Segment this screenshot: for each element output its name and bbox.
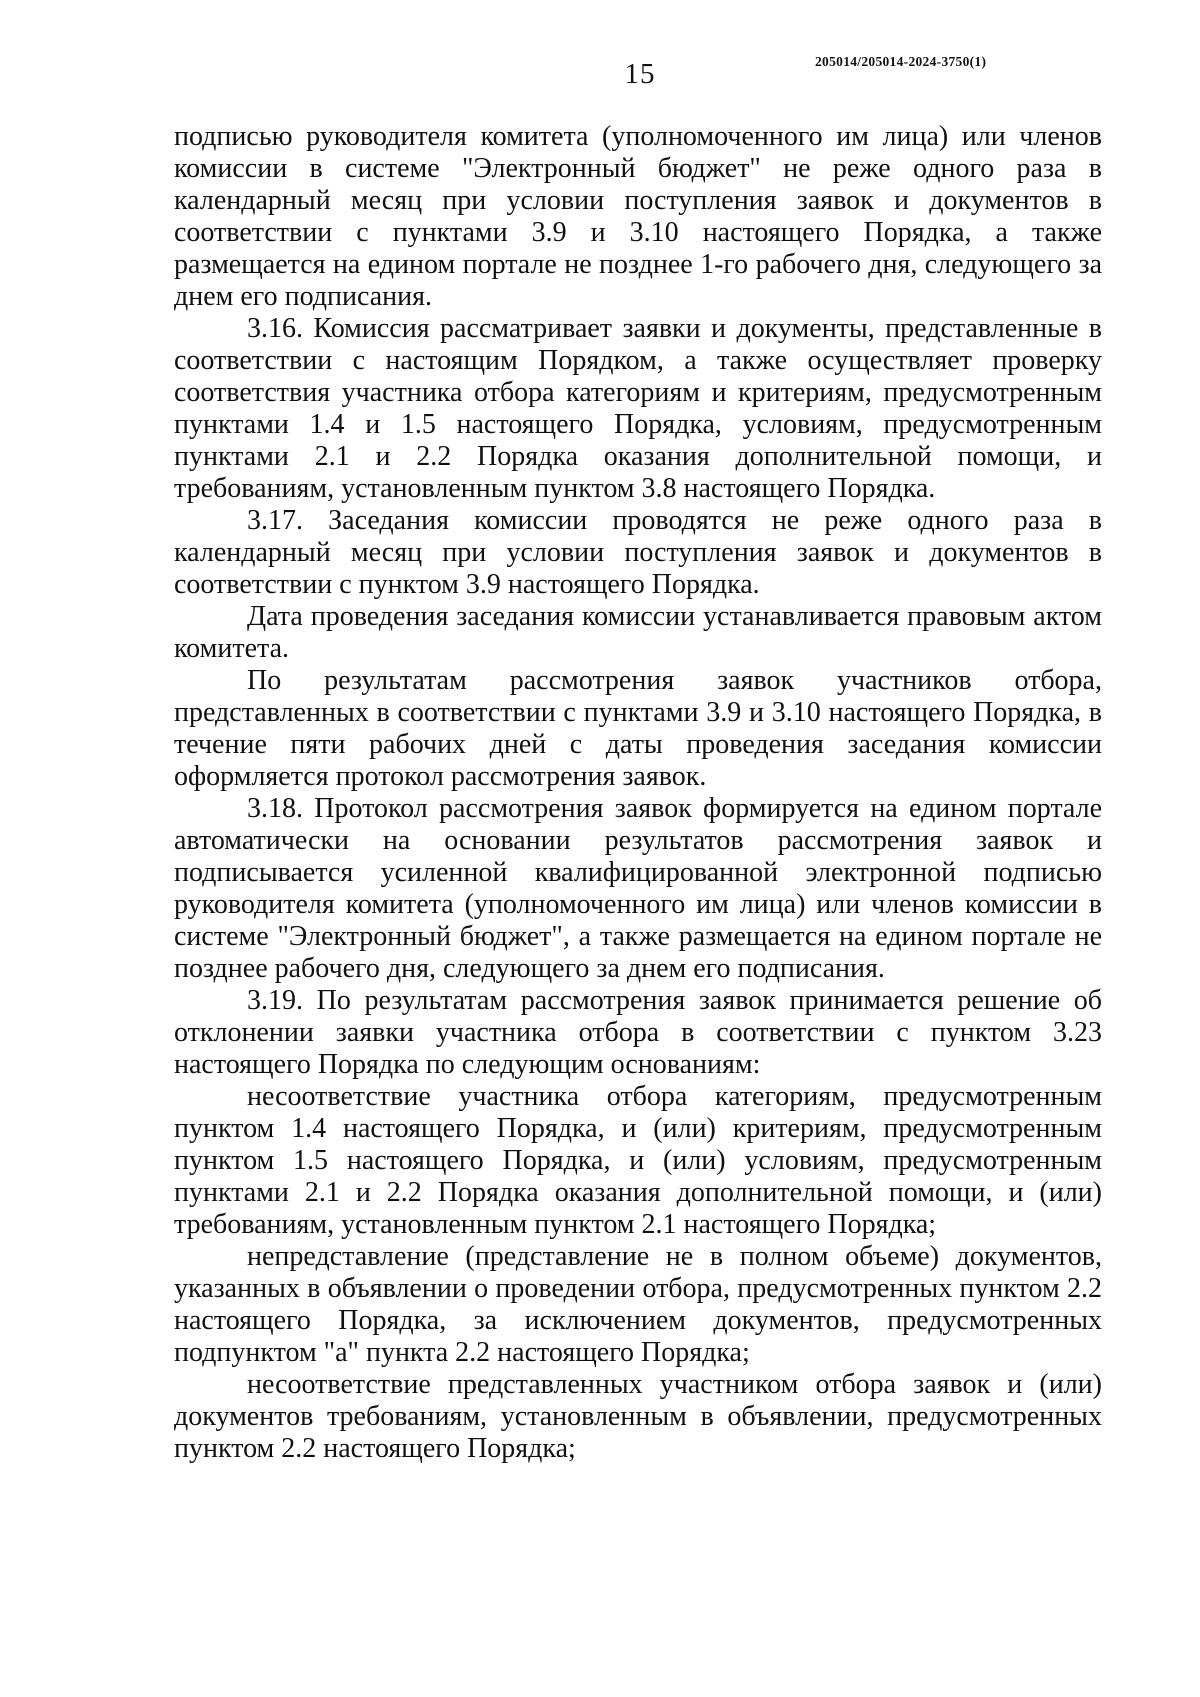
document-code: 205014/205014-2024-3750(1) bbox=[815, 54, 987, 69]
paragraph-continuation: подписью руководителя комитета (уполномоченного им лица) или членов комиссии в системе "Электронный бюджет" не реже одного раза в календарный месяц при условии поступления заявок и документов в соответствии с пунктами 3.9 и 3.10 настоящего Порядка, а также размещается на едином портале не позднее 1-го рабочего дня, следующего за днем его подписания. bbox=[174, 121, 1102, 312]
paragraph-meeting-date: Дата проведения заседания комиссии устанавливается правовым актом комитета. bbox=[174, 601, 1102, 664]
paragraph-ground-missing-documents: непредставление (представление не в полном объеме) документов, указанных в объявлении о проведении отбора, предусмотренных пунктом 2.2 настоящего Порядка, за исключением документов, предусмотренных подпунктом "а" пункта 2.2 настоящего Порядка; bbox=[174, 1241, 1102, 1368]
paragraph-3-17: 3.17. Заседания комиссии проводятся не реже одного раза в календарный месяц при условии поступления заявок и документов в соответствии с пунктом 3.9 настоящего Порядка. bbox=[174, 505, 1102, 600]
paragraph-ground-requirements-mismatch: несоответствие представленных участником отбора заявок и (или) документов требованиям, установленным в объявлении, предусмотренных пунктом 2.2 настоящего Порядка; bbox=[174, 1369, 1102, 1464]
paragraph-ground-category-mismatch: несоответствие участника отбора категориям, предусмотренным пунктом 1.4 настоящего Порядка, и (или) критериям, предусмотренным пунктом 1.5 настоящего Порядка, и (или) условиям, предусмотренным пунктами 2.1 и 2.2 Порядка оказания дополнительной помощи, и (или) требованиям, установленным пунктом 2.1 настоящего Порядка; bbox=[174, 1081, 1102, 1240]
paragraph-3-18: 3.18. Протокол рассмотрения заявок формируется на едином портале автоматически на основании результатов рассмотрения заявок и подписывается усиленной квалифицированной электронной подписью руководителя комитета (уполномоченного им лица) или членов комиссии в системе "Электронный бюджет", а также размещается на едином портале не позднее рабочего дня, следующего за днем его подписания. bbox=[174, 793, 1102, 984]
paragraph-review-results: По результатам рассмотрения заявок участников отбора, представленных в соответствии с пунктами 3.9 и 3.10 настоящего Порядка, в течение пяти рабочих дней с даты проведения заседания комиссии оформляется протокол рассмотрения заявок. bbox=[174, 665, 1102, 792]
paragraph-3-19: 3.19. По результатам рассмотрения заявок принимается решение об отклонении заявки участника отбора в соответствии с пунктом 3.23 настоящего Порядка по следующим основаниям: bbox=[174, 985, 1102, 1080]
page-number: 15 bbox=[624, 58, 656, 90]
document-body bbox=[174, 121, 1102, 1465]
paragraph-3-16: 3.16. Комиссия рассматривает заявки и документы, представленные в соответствии с настоящим Порядком, а также осуществляет проверку соответствия участника отбора категориям и критериям, предусмотренным пунктами 1.4 и 1.5 настоящего Порядка, условиям, предусмотренным пунктами 2.1 и 2.2 Порядка оказания дополнительной помощи, и требованиям, установленным пунктом 3.8 настоящего Порядка. bbox=[174, 313, 1102, 504]
